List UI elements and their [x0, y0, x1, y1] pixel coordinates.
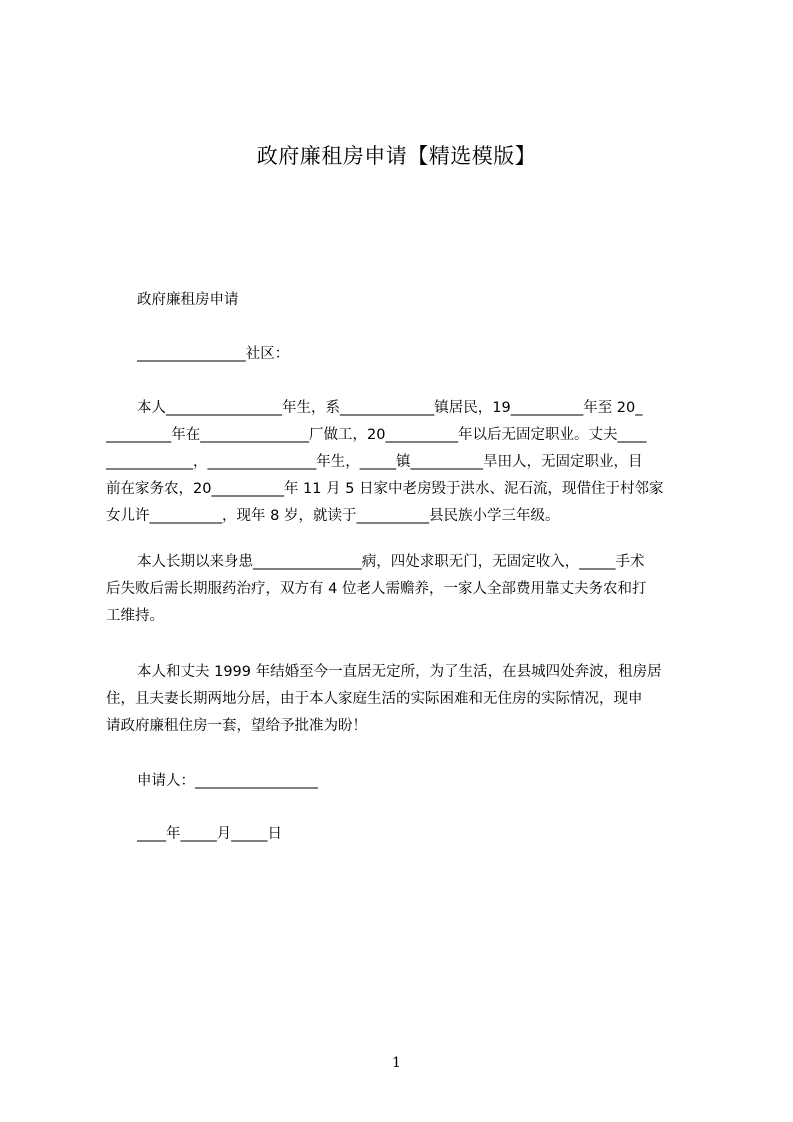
document-title: 政府廉租房申请【精选模版】: [256, 144, 537, 168]
date-line: ____年_____月_____日: [137, 826, 282, 842]
paragraph1-line: ____________，_______________年生，_____镇__________旱田人，无固定职业，目: [106, 454, 643, 470]
paragraph3-line: 住，且夫妻长期两地分居，由于本人家庭生活的实际困难和无住房的实际情况，现申: [106, 691, 643, 707]
paragraph1-line: 前在家务农，20__________年 11 月 5 日家中老房毁于洪水、泥石流，现借住于村邻家: [106, 481, 664, 497]
paragraph1-line: 女儿许__________，现年 8 岁，就读于__________县民族小学三年级。: [106, 508, 560, 524]
community-line: _______________社区：: [137, 346, 290, 362]
paragraph1-line: 本人________________年生，系_____________镇居民，19__________年至 20_: [137, 400, 643, 416]
paragraph2-line: 本人长期以来身患_______________病，四处求职无门，无固定收入，_____手术: [137, 554, 645, 570]
paragraph1-line: _________年在_______________厂做工，20__________年以后无固定职业。丈夫____: [106, 427, 647, 443]
applicant-line: 申请人：_________________: [137, 773, 319, 789]
paragraph2-line: 工维持。: [106, 608, 164, 624]
paragraph3-line: 本人和丈夫 1999 年结婚至今一直居无定所，为了生活，在县城四处奔波，租房居: [137, 664, 662, 680]
page-number: 1: [392, 1055, 401, 1071]
paragraph3-line: 请政府廉租住房一套，望给予批准为盼！: [106, 718, 367, 734]
paragraph2-line: 后失败后需长期服药治疗，双方有 4 位老人需赡养，一家人全部费用靠丈夫务农和打: [106, 581, 647, 597]
document-heading: 政府廉租房申请: [137, 292, 239, 308]
